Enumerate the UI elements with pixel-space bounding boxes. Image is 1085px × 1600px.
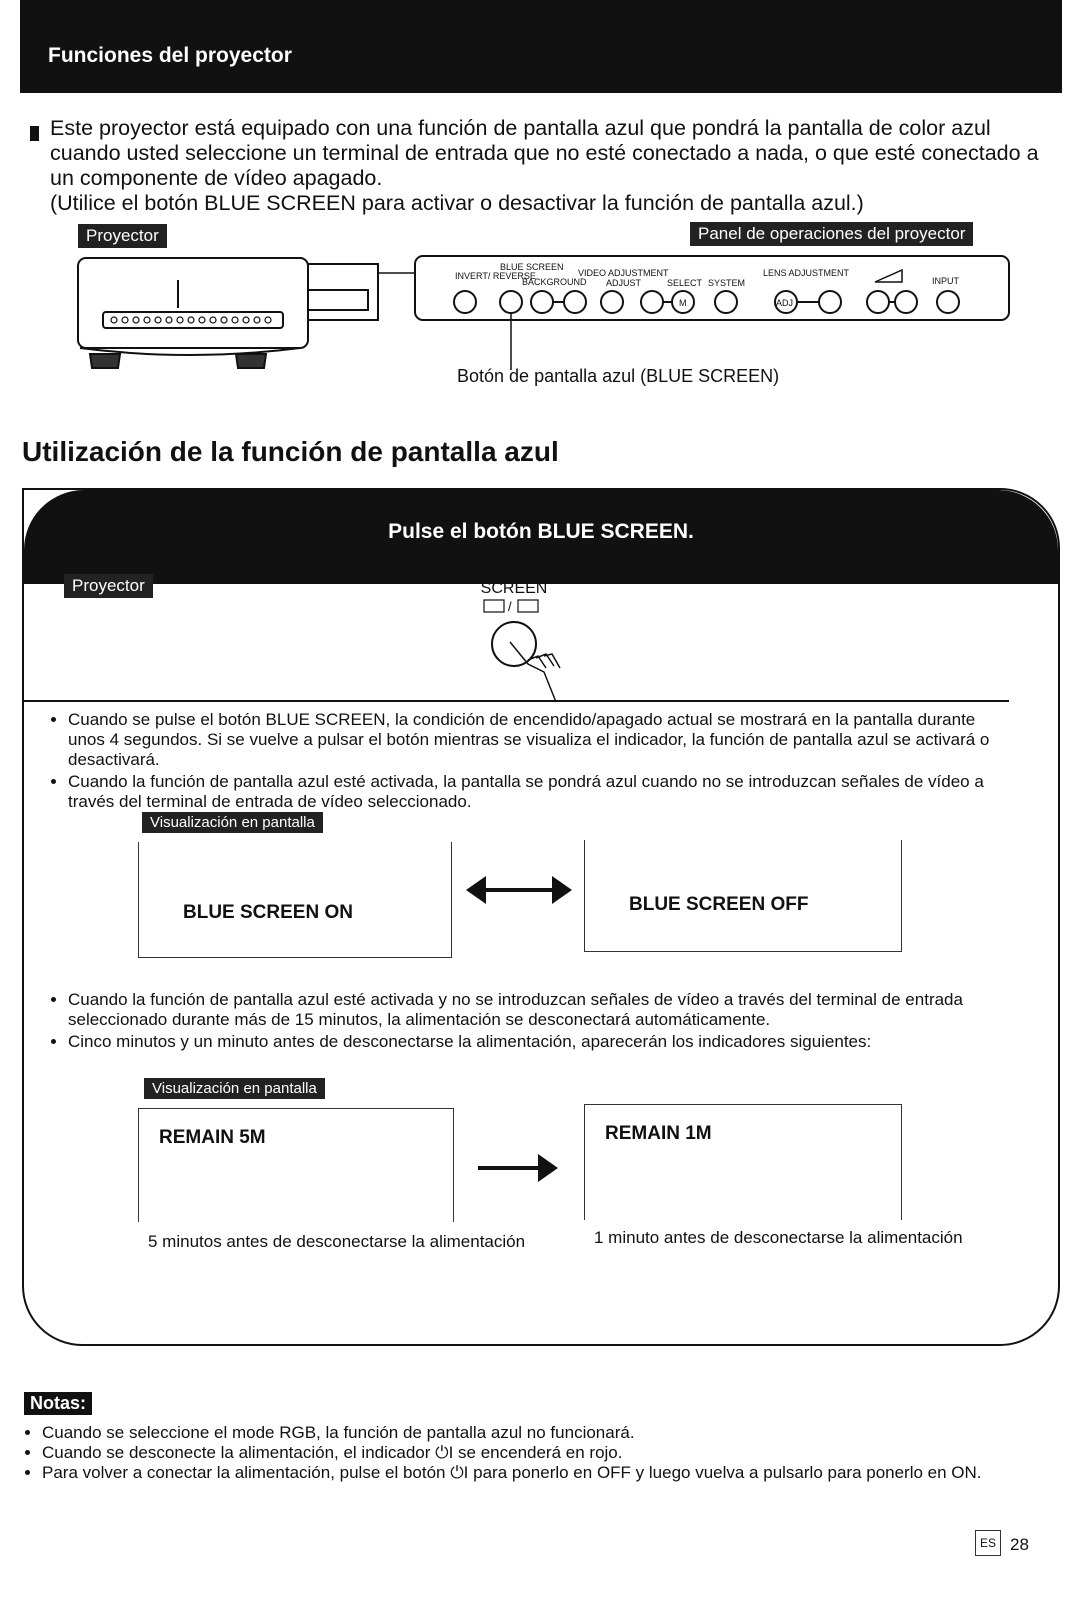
note-item: • Cuando se desconecte la alimentación, el indicador ⏻I se encenderá en rojo. [42,1443,1044,1463]
osd-text-remain-1: REMAIN 1M [605,1123,712,1144]
osd-label-2: Visualización en pantalla [144,1078,325,1099]
osd-text-remain-5: REMAIN 5M [159,1127,266,1148]
svg-text:/: / [508,599,512,614]
intro-note: (Utilice el botón BLUE SCREEN para activar o desactivar la función de pantalla azul.) [50,191,864,215]
note-item: • Para volver a conectar la alimentación, pulse el botón ⏻I para ponerlo en OFF y luego vuelva a pulsarlo para ponerlo en ON. [42,1463,1044,1483]
panel-text-select: SELECT [667,278,703,288]
intro-text [34,116,1044,216]
projector-diagram [70,250,1020,380]
arrow-right-icon [476,1148,560,1188]
panel-text-blue-screen: BLUE SCREEN [500,262,564,272]
button-label [464,562,564,598]
panel-text-input: INPUT [932,276,959,286]
step-panel [22,488,1060,1346]
bullet-item: • Cuando la función de pantalla azul esté activada, la pantalla se pondrá azul cuando no se introduzcan señales de vídeo a través del terminal de entrada de vídeo seleccionado. [68,772,1002,812]
panel-text-invert-reverse: INVERT/ REVERSE [455,271,536,281]
button-label-line2: SCREEN [480,580,548,597]
panel-text-m: M [679,298,687,308]
language-badge: ES [975,1530,1001,1556]
osd-text-off: BLUE SCREEN OFF [629,894,809,915]
caption-remain-1: 1 minuto antes de desconectarse la alimentación [594,1228,963,1247]
caption-remain-5: 5 minutos antes de desconectarse la alimentación [148,1232,526,1251]
projector-label: Proyector [78,224,167,248]
volume-icon [875,270,902,282]
osd-box-off [584,840,902,952]
note-item: • Cuando se seleccione el mode RGB, la función de pantalla azul no funcionará. [42,1423,1044,1443]
projector-vent-dots [111,317,271,323]
panel-text-system: SYSTEM [708,278,746,288]
page-header-title: Funciones del proyector [48,44,292,67]
panel-text-background: BACKGROUND [522,277,587,287]
control-panel-buttons [454,291,959,313]
step-instruction: Pulse el botón BLUE SCREEN. [388,520,694,543]
step-projector-label: Proyector [64,574,153,598]
bullet-item: • Cuando la función de pantalla azul esté activada y no se introduzcan señales de vídeo a través del terminal de entrada seleccionado durante más de 15 minutos, la alimentación se desconectará automáticamente. [68,990,1002,1030]
projector-illustration [78,258,378,368]
divider [24,700,1009,702]
osd-text-on: BLUE SCREEN ON [183,902,353,923]
osd-box-remain-5 [138,1108,454,1222]
info-bullets-1 [42,710,1002,814]
bullet-item: • Cinco minutos y un minuto antes de desconectarse la alimentación, aparecerán los indicadores siguientes: [68,1032,1002,1052]
notes-list [24,1423,1044,1483]
info-bullets-2 [42,990,1002,1054]
blue-screen-button-press-illustration [474,598,584,708]
double-arrow-icon [464,870,574,910]
osd-box-on [138,842,452,958]
notes-label: Notas: [24,1392,92,1415]
osd-box-remain-1 [584,1104,902,1220]
panel-text-video-adjustment: VIDEO ADJUSTMENT [578,268,669,278]
osd-label-1: Visualización en pantalla [142,812,323,833]
bullet-item: • Cuando se pulse el botón BLUE SCREEN, la condición de encendido/apagado actual se mostrará en la pantalla durante unos 4 segundos. Si se vuelve a pulsar el botón mientras se visualiza el indicador, la función de pantalla azul se activará o desactivará. [68,710,1002,770]
section-title: Utilización de la función de pantalla azul [22,436,559,467]
blue-screen-button-caption: Botón de pantalla azul (BLUE SCREEN) [457,366,780,386]
intro-paragraph: Este proyector está equipado con una función de pantalla azul que pondrá la pantalla de color azul cuando usted seleccione un terminal de entrada que no esté conectado a nada, o que esté conectado a un componente de vídeo apagado. [50,116,1039,190]
button-label-line1: BLUE [493,562,535,579]
panel-text-adj: ADJ [776,298,794,308]
panel-text-lens-adjustment: LENS ADJUSTMENT [763,268,850,278]
panel-label: Panel de operaciones del proyector [690,222,973,246]
bullet-square-icon [30,126,39,141]
page-number: 28 [1010,1535,1029,1554]
panel-text-adjust: ADJUST [606,278,642,288]
